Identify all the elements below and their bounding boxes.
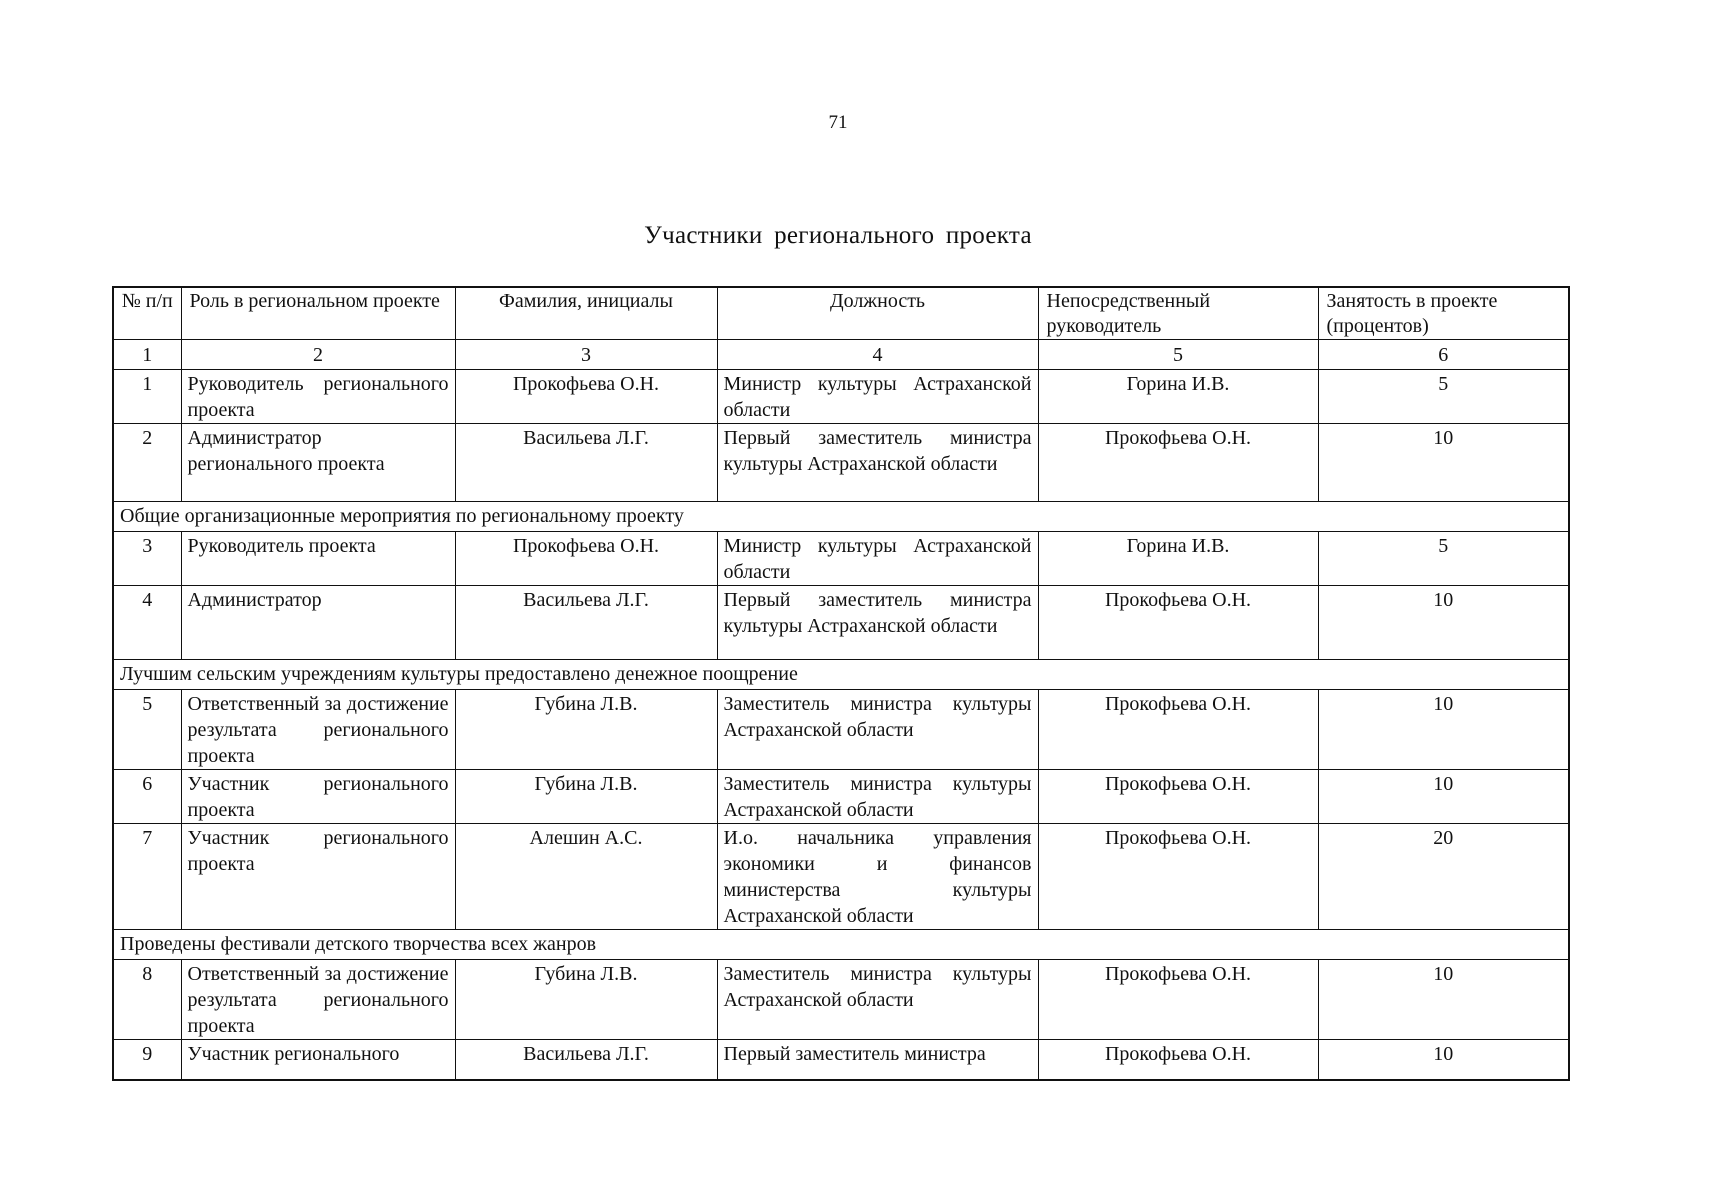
row-number: 6 [113, 770, 181, 824]
section-row [113, 660, 1569, 690]
supervisor-cell: Горина И.В. [1038, 532, 1318, 586]
section-title: Проведены фестивали детского творчества всех жанров [113, 930, 1569, 960]
supervisor-cell: Прокофьева О.Н. [1038, 690, 1318, 770]
table-row [113, 690, 1569, 770]
table-row [113, 824, 1569, 930]
name-cell: Губина Л.В. [455, 770, 717, 824]
position-cell: И.о. начальника управления экономики и финансов министерства культуры Астраханской области [717, 824, 1038, 930]
row-number: 4 [113, 586, 181, 660]
role-cell: Администратор [181, 586, 455, 660]
supervisor-cell: Прокофьева О.Н. [1038, 960, 1318, 1040]
role-cell: Участник регионального проекта [181, 824, 455, 930]
name-cell: Прокофьева О.Н. [455, 370, 717, 424]
column-number-row [113, 340, 1569, 370]
role-cell: Ответственный за достижение результата регионального проекта [181, 960, 455, 1040]
page-number: 71 [828, 112, 848, 133]
load-cell: 5 [1318, 532, 1569, 586]
role-cell: Администратор регионального проекта [181, 424, 455, 502]
name-cell: Губина Л.В. [455, 690, 717, 770]
table-row [113, 1040, 1569, 1080]
column-number-cell: 3 [455, 340, 717, 370]
position-cell: Первый заместитель министра культуры Астраханской области [717, 424, 1038, 502]
load-cell: 10 [1318, 770, 1569, 824]
role-cell: Руководитель регионального проекта [181, 370, 455, 424]
supervisor-cell: Прокофьева О.Н. [1038, 1040, 1318, 1080]
position-cell: Первый заместитель министра [717, 1040, 1038, 1080]
supervisor-cell: Прокофьева О.Н. [1038, 770, 1318, 824]
header-cell: № п/п [113, 287, 181, 340]
position-cell: Первый заместитель министра культуры Астраханской области [717, 586, 1038, 660]
position-cell: Министр культуры Астраханской области [717, 532, 1038, 586]
load-cell: 10 [1318, 690, 1569, 770]
supervisor-cell: Прокофьева О.Н. [1038, 824, 1318, 930]
position-cell: Заместитель министра культуры Астраханской области [717, 690, 1038, 770]
column-number-cell: 4 [717, 340, 1038, 370]
name-cell: Губина Л.В. [455, 960, 717, 1040]
column-number-cell: 1 [113, 340, 181, 370]
document-title: Участники регионального проекта [644, 222, 1032, 249]
header-cell: Фамилия, инициалы [455, 287, 717, 340]
name-cell: Васильева Л.Г. [455, 1040, 717, 1080]
position-cell: Министр культуры Астраханской области [717, 370, 1038, 424]
header-row [113, 287, 1569, 340]
role-cell: Участник регионального [181, 1040, 455, 1080]
table-row [113, 770, 1569, 824]
row-number: 1 [113, 370, 181, 424]
participants-table [112, 286, 1570, 1081]
table-row [113, 424, 1569, 502]
role-cell: Участник регионального проекта [181, 770, 455, 824]
position-cell: Заместитель министра культуры Астраханской области [717, 770, 1038, 824]
header-cell: Должность [717, 287, 1038, 340]
position-cell: Заместитель министра культуры Астраханской области [717, 960, 1038, 1040]
column-number-cell: 2 [181, 340, 455, 370]
row-number: 7 [113, 824, 181, 930]
header-cell: Занятость в проекте (процентов) [1318, 287, 1569, 340]
load-cell: 10 [1318, 960, 1569, 1040]
load-cell: 10 [1318, 586, 1569, 660]
row-number: 5 [113, 690, 181, 770]
row-number: 9 [113, 1040, 181, 1080]
name-cell: Васильева Л.Г. [455, 586, 717, 660]
load-cell: 10 [1318, 424, 1569, 502]
load-cell: 5 [1318, 370, 1569, 424]
supervisor-cell: Горина И.В. [1038, 370, 1318, 424]
table-row [113, 960, 1569, 1040]
role-cell: Ответственный за достижение результата регионального проекта [181, 690, 455, 770]
name-cell: Прокофьева О.Н. [455, 532, 717, 586]
header-cell: Роль в региональном проекте [181, 287, 455, 340]
section-title: Общие организационные мероприятия по региональному проекту [113, 502, 1569, 532]
row-number: 3 [113, 532, 181, 586]
name-cell: Алешин А.С. [455, 824, 717, 930]
role-cell: Руководитель проекта [181, 532, 455, 586]
row-number: 2 [113, 424, 181, 502]
header-cell: Непосредственный руководитель [1038, 287, 1318, 340]
supervisor-cell: Прокофьева О.Н. [1038, 586, 1318, 660]
column-number-cell: 6 [1318, 340, 1569, 370]
column-number-cell: 5 [1038, 340, 1318, 370]
section-row [113, 930, 1569, 960]
table-row [113, 532, 1569, 586]
supervisor-cell: Прокофьева О.Н. [1038, 424, 1318, 502]
name-cell: Васильева Л.Г. [455, 424, 717, 502]
table-row [113, 586, 1569, 660]
load-cell: 10 [1318, 1040, 1569, 1080]
table-row [113, 370, 1569, 424]
load-cell: 20 [1318, 824, 1569, 930]
section-row [113, 502, 1569, 532]
row-number: 8 [113, 960, 181, 1040]
section-title: Лучшим сельским учреждениям культуры предоставлено денежное поощрение [113, 660, 1569, 690]
